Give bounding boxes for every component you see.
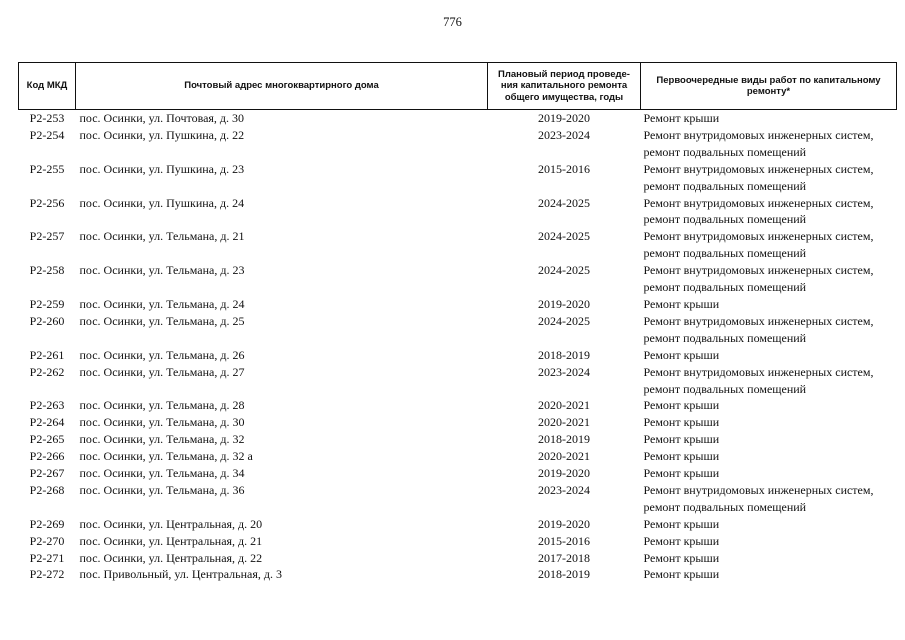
header-address: Почтовый адрес многоквартирного дома — [76, 63, 488, 110]
work-line: Ремонт крыши — [643, 432, 720, 447]
capital-repair-table — [18, 62, 897, 583]
cell-address: пос. Осинки, ул. Тельмана, д. 30 — [79, 415, 245, 430]
cell-code: Р2-266 — [29, 449, 65, 464]
cell-address: пос. Осинки, ул. Пушкина, д. 24 — [79, 195, 245, 210]
cell-code: Р2-254 — [29, 127, 65, 142]
table-row — [19, 465, 897, 482]
page-number: 776 — [443, 15, 462, 29]
table-row — [19, 566, 897, 583]
cell-works — [641, 397, 897, 414]
cell-works — [641, 195, 897, 229]
work-line: ремонт подвальных помещений — [643, 499, 807, 514]
work-line: Ремонт крыши — [643, 296, 720, 311]
table-row — [19, 397, 897, 414]
cell-period: 2024-2025 — [538, 195, 590, 210]
work-line: ремонт подвальных помещений — [643, 246, 807, 261]
table-row — [19, 262, 897, 296]
cell-code: Р2-264 — [29, 415, 65, 430]
cell-period: 2020-2021 — [538, 449, 590, 464]
cell-works — [641, 431, 897, 448]
cell-address: пос. Осинки, ул. Центральная, д. 21 — [79, 533, 263, 548]
table-row — [19, 195, 897, 229]
cell-period: 2019-2020 — [538, 111, 590, 125]
work-line: ремонт подвальных помещений — [643, 212, 807, 227]
table-header — [19, 63, 897, 110]
work-line: Ремонт крыши — [643, 111, 720, 125]
work-line: Ремонт внутридомовых инженерных систем, — [643, 195, 874, 210]
table-row — [19, 533, 897, 550]
cell-code: Р2-260 — [29, 313, 65, 328]
cell-address: пос. Осинки, ул. Тельмана, д. 25 — [79, 313, 245, 328]
cell-period: 2024-2025 — [538, 313, 590, 328]
cell-period: 2017-2018 — [538, 550, 590, 565]
cell-works — [641, 347, 897, 364]
cell-address: пос. Осинки, ул. Тельмана, д. 27 — [79, 364, 245, 379]
cell-address: пос. Привольный, ул. Центральная, д. 3 — [79, 567, 282, 582]
work-line: Ремонт внутридомовых инженерных систем, — [643, 229, 874, 244]
cell-code: Р2-258 — [29, 263, 65, 278]
cell-address: пос. Осинки, ул. Тельмана, д. 32 а — [79, 449, 253, 464]
work-line: Ремонт крыши — [643, 516, 720, 531]
header-works: Первоочередные виды работ по капитальному ремонту* — [641, 63, 897, 110]
cell-address: пос. Осинки, ул. Тельмана, д. 28 — [79, 398, 245, 413]
cell-code: Р2-272 — [29, 567, 65, 582]
cell-works — [641, 127, 897, 161]
cell-address: пос. Осинки, ул. Пушкина, д. 22 — [79, 127, 245, 142]
table-row — [19, 347, 897, 364]
work-line: Ремонт крыши — [643, 347, 720, 362]
cell-code: Р2-256 — [29, 195, 65, 210]
cell-address: пос. Осинки, ул. Тельмана, д. 34 — [79, 466, 245, 481]
work-line: Ремонт внутридомовых инженерных систем, — [643, 482, 874, 497]
cell-address: пос. Осинки, ул. Центральная, д. 22 — [79, 550, 263, 565]
cell-works — [641, 296, 897, 313]
work-line: Ремонт крыши — [643, 449, 720, 464]
work-line: Ремонт крыши — [643, 533, 720, 548]
cell-code: Р2-271 — [29, 550, 65, 565]
cell-address: пос. Осинки, ул. Тельмана, д. 32 — [79, 432, 245, 447]
cell-code: Р2-257 — [29, 229, 65, 244]
cell-works — [641, 550, 897, 567]
cell-period: 2023-2024 — [538, 482, 590, 497]
cell-address: пос. Осинки, ул. Тельмана, д. 36 — [79, 482, 245, 497]
work-line: Ремонт крыши — [643, 567, 720, 582]
cell-code: Р2-267 — [29, 466, 65, 481]
cell-address: пос. Осинки, ул. Тельмана, д. 26 — [79, 347, 245, 362]
cell-works — [641, 448, 897, 465]
cell-works — [641, 482, 897, 516]
work-line: Ремонт крыши — [643, 550, 720, 565]
work-line: ремонт подвальных помещений — [643, 330, 807, 345]
table-row — [19, 161, 897, 195]
table-row — [19, 127, 897, 161]
work-line: Ремонт крыши — [643, 415, 720, 430]
table-row — [19, 110, 897, 127]
cell-period: 2015-2016 — [538, 161, 590, 176]
cell-period: 2024-2025 — [538, 263, 590, 278]
cell-code: Р2-259 — [29, 296, 65, 311]
cell-period: 2023-2024 — [538, 127, 590, 142]
cell-code: Р2-262 — [29, 364, 65, 379]
table-row — [19, 228, 897, 262]
work-line: Ремонт внутридомовых инженерных систем, — [643, 161, 874, 176]
cell-period: 2020-2021 — [538, 398, 590, 413]
cell-address: пос. Осинки, ул. Тельмана, д. 24 — [79, 296, 245, 311]
table-row — [19, 364, 897, 398]
work-line: ремонт подвальных помещений — [643, 178, 807, 193]
cell-code: Р2-270 — [29, 533, 65, 548]
work-line: Ремонт крыши — [643, 398, 720, 413]
cell-period: 2019-2020 — [538, 516, 590, 531]
work-line: Ремонт крыши — [643, 466, 720, 481]
work-line: ремонт подвальных помещений — [643, 144, 807, 159]
cell-code: Р2-269 — [29, 516, 65, 531]
cell-code: Р2-263 — [29, 398, 65, 413]
cell-period: 2020-2021 — [538, 415, 590, 430]
cell-works — [641, 313, 897, 347]
cell-works — [641, 414, 897, 431]
work-line: ремонт подвальных помещений — [643, 381, 807, 396]
work-line: Ремонт внутридомовых инженерных систем, — [643, 263, 874, 278]
table-row — [19, 414, 897, 431]
cell-code: Р2-261 — [29, 347, 65, 362]
table-body — [19, 110, 897, 584]
cell-address: пос. Осинки, ул. Пушкина, д. 23 — [79, 161, 245, 176]
cell-code: Р2-268 — [29, 482, 65, 497]
table-row — [19, 313, 897, 347]
table-row — [19, 482, 897, 516]
cell-code: Р2-253 — [29, 111, 65, 125]
table-row — [19, 296, 897, 313]
cell-period: 2024-2025 — [538, 229, 590, 244]
cell-works — [641, 161, 897, 195]
cell-period: 2023-2024 — [538, 364, 590, 379]
cell-works — [641, 110, 897, 127]
cell-address: пос. Осинки, ул. Почтовая, д. 30 — [79, 111, 245, 125]
cell-period: 2018-2019 — [538, 567, 590, 582]
header-code: Код МКД — [19, 63, 76, 110]
cell-works — [641, 566, 897, 583]
cell-works — [641, 465, 897, 482]
cell-works — [641, 364, 897, 398]
cell-address: пос. Осинки, ул. Центральная, д. 20 — [79, 516, 263, 531]
cell-period: 2018-2019 — [538, 347, 590, 362]
cell-works — [641, 516, 897, 533]
cell-address: пос. Осинки, ул. Тельмана, д. 21 — [79, 229, 245, 244]
work-line: ремонт подвальных помещений — [643, 280, 807, 295]
cell-period: 2018-2019 — [538, 432, 590, 447]
cell-address: пос. Осинки, ул. Тельмана, д. 23 — [79, 263, 245, 278]
work-line: Ремонт внутридомовых инженерных систем, — [643, 127, 874, 142]
cell-code: Р2-255 — [29, 161, 65, 176]
cell-works — [641, 228, 897, 262]
work-line: Ремонт внутридомовых инженерных систем, — [643, 364, 874, 379]
cell-code: Р2-265 — [29, 432, 65, 447]
header-period: Плановый период проведе-ния капитального ремонта общего имущества, годы — [488, 63, 641, 110]
table-row — [19, 516, 897, 533]
cell-period: 2015-2016 — [538, 533, 590, 548]
table-row — [19, 431, 897, 448]
cell-period: 2019-2020 — [538, 296, 590, 311]
table-row — [19, 550, 897, 567]
work-line: Ремонт внутридомовых инженерных систем, — [643, 313, 874, 328]
cell-period: 2019-2020 — [538, 466, 590, 481]
cell-works — [641, 262, 897, 296]
table-row — [19, 448, 897, 465]
cell-works — [641, 533, 897, 550]
